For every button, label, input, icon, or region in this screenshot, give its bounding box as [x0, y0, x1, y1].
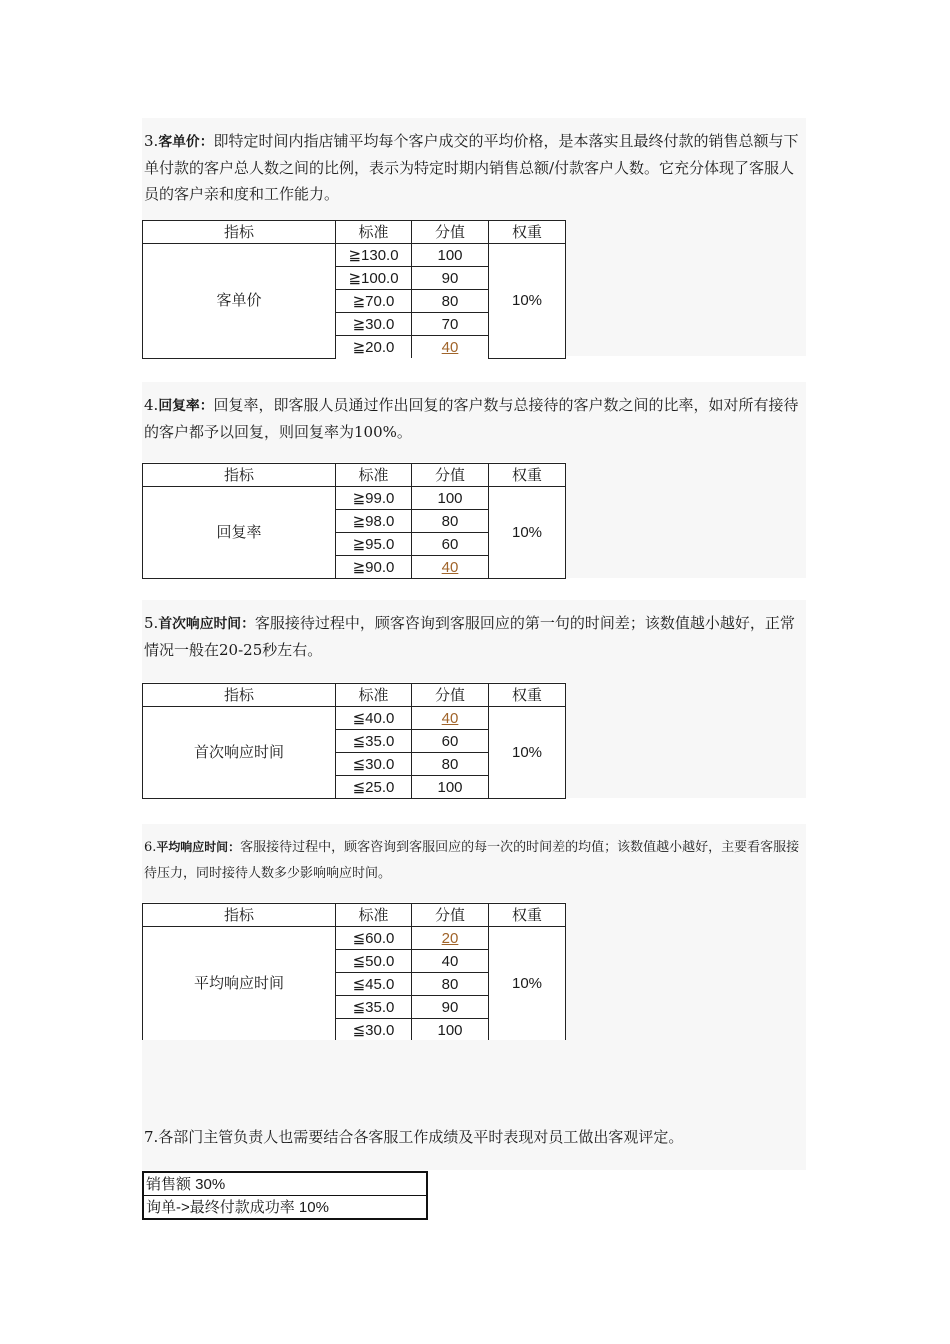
summary-sales: 销售额 30%: [143, 1172, 427, 1196]
kpi-table-customer-unit-price: [142, 220, 566, 359]
header-weight: 权重: [489, 221, 566, 244]
indicator-name: 平均响应时间: [143, 927, 336, 1042]
header-weight: 权重: [489, 464, 566, 487]
indicator-name: 回复率: [143, 487, 336, 579]
header-standard: 标准: [336, 221, 412, 244]
score-link[interactable]: 40: [441, 558, 459, 576]
weight-cell: 10%: [489, 707, 566, 799]
standard-cell: ≧30.0: [336, 313, 412, 336]
standard-cell: ≦30.0: [336, 1019, 412, 1042]
section-6-title: 平均响应时间: [156, 840, 229, 854]
header-indicator: 指标: [143, 684, 336, 707]
section-6-description: 6.平均响应时间：客服接待过程中，顾客咨询到客服回应的每一次的时间差的均值；该数值越小越好，主要看客服接待压力，同时接待人数多少影响响应时间。: [142, 824, 806, 902]
weight-cell: 10%: [489, 927, 566, 1042]
standard-cell: ≧98.0: [336, 510, 412, 533]
table-row: [143, 244, 566, 267]
standard-cell: ≧95.0: [336, 533, 412, 556]
standard-cell: ≦30.0: [336, 753, 412, 776]
header-score: 分值: [412, 904, 489, 927]
section-3-description: 3.客单价：即特定时间内指店铺平均每个客户成交的平均价格，是本落实且最终付款的销售总额与下单付款的客户总人数之间的比例，表示为特定时期内销售总额/付款客户人数。它充分体现了客服人员的客户亲和度和工作能力。: [142, 118, 806, 220]
table-row: [143, 927, 566, 950]
weight-cell: 10%: [489, 487, 566, 579]
header-score: 分值: [412, 684, 489, 707]
standard-cell: ≦45.0: [336, 973, 412, 996]
score-cell: 40: [412, 950, 489, 973]
score-cell: 60: [412, 533, 489, 556]
score-cell: 80: [412, 510, 489, 533]
score-link[interactable]: 40: [441, 709, 459, 727]
score-cell: 60: [412, 730, 489, 753]
header-indicator: 指标: [143, 464, 336, 487]
standard-cell: ≦25.0: [336, 776, 412, 799]
table-header-row: [143, 684, 566, 707]
standard-cell: ≦35.0: [336, 730, 412, 753]
header-standard: 标准: [336, 464, 412, 487]
standard-cell: ≧100.0: [336, 267, 412, 290]
weight-cell: 10%: [489, 244, 566, 359]
score-cell: 100: [412, 1019, 489, 1042]
standard-cell: ≦40.0: [336, 707, 412, 730]
decorative-shade: [566, 220, 806, 356]
header-score: 分值: [412, 464, 489, 487]
score-cell: 100: [412, 244, 489, 267]
score-cell: 80: [412, 973, 489, 996]
section-5-description: 5.首次响应时间：客服接待过程中，顾客咨询到客服回应的第一句的时间差；该数值越小越好，正常情况一般在20-25秒左右。: [142, 600, 806, 682]
section-6-text: 客服接待过程中，顾客咨询到客服回应的每一次的时间差的均值；该数值越小越好，主要看客服接待压力，同时接待人数多少影响响应时间。: [144, 840, 800, 881]
section-4-title: 回复率: [158, 398, 200, 414]
header-weight: 权重: [489, 684, 566, 707]
score-cell: 80: [412, 753, 489, 776]
table-row: [143, 487, 566, 510]
standard-cell: ≧70.0: [336, 290, 412, 313]
header-indicator: 指标: [143, 221, 336, 244]
decorative-shade: [566, 902, 806, 1040]
section-4-description: 4.回复率：回复率，即客服人员通过作出回复的客户数与总接待的客户数之间的比率，如对所有接待的客户都予以回复，则回复率为100%。: [142, 382, 806, 462]
indicator-name: 客单价: [143, 244, 336, 359]
summary-conversion: 询单->最终付款成功率 10%: [143, 1196, 427, 1220]
table-header-row: [143, 904, 566, 927]
table-header-row: [143, 464, 566, 487]
indicator-name: 首次响应时间: [143, 707, 336, 799]
table-row: [143, 1172, 427, 1196]
score-cell: 100: [412, 487, 489, 510]
score-cell: 90: [412, 996, 489, 1019]
kpi-table-reply-rate: [142, 463, 566, 579]
table-row: [143, 707, 566, 730]
table-header-row: [143, 221, 566, 244]
table-row: [143, 1196, 427, 1220]
standard-cell: ≧130.0: [336, 244, 412, 267]
header-weight: 权重: [489, 904, 566, 927]
section-7-text: 7.各部门主管负责人也需要结合各客服工作成绩及平时表现对员工做出客观评定。: [144, 1128, 684, 1146]
header-score: 分值: [412, 221, 489, 244]
section-5-title: 首次响应时间: [158, 616, 242, 632]
standard-cell: ≧99.0: [336, 487, 412, 510]
header-standard: 标准: [336, 904, 412, 927]
section-7-description: [142, 1040, 806, 1170]
header-standard: 标准: [336, 684, 412, 707]
section-3-text: 即特定时间内指店铺平均每个客户成交的平均价格，是本落实且最终付款的销售总额与下单付款的客户总人数之间的比例，表示为特定时期内销售总额/付款客户人数。它充分体现了客服人员的客户亲和度和工作能力。: [144, 132, 799, 203]
standard-cell: ≦35.0: [336, 996, 412, 1019]
kpi-table-average-response-time: [142, 903, 566, 1042]
score-cell: 70: [412, 313, 489, 336]
standard-cell: ≦60.0: [336, 927, 412, 950]
decorative-shade: [566, 462, 806, 578]
kpi-table-first-response-time: [142, 683, 566, 799]
score-cell: 80: [412, 290, 489, 313]
header-indicator: 指标: [143, 904, 336, 927]
section-3-title: 客单价: [158, 134, 200, 150]
standard-cell: ≧20.0: [336, 336, 412, 359]
section-4-text: 回复率，即客服人员通过作出回复的客户数与总接待的客户数之间的比率，如对所有接待的客户都予以回复，则回复率为100%。: [144, 396, 799, 441]
decorative-shade: [566, 682, 806, 798]
section-5-text: 客服接待过程中，顾客咨询到客服回应的第一句的时间差；该数值越小越好，正常情况一般在20-25秒左右。: [144, 614, 795, 659]
standard-cell: ≦50.0: [336, 950, 412, 973]
standard-cell: ≧90.0: [336, 556, 412, 579]
score-link[interactable]: 40: [441, 338, 459, 356]
score-cell: 90: [412, 267, 489, 290]
summary-table: [142, 1171, 428, 1220]
score-link[interactable]: 20: [441, 929, 459, 947]
score-cell: 100: [412, 776, 489, 799]
